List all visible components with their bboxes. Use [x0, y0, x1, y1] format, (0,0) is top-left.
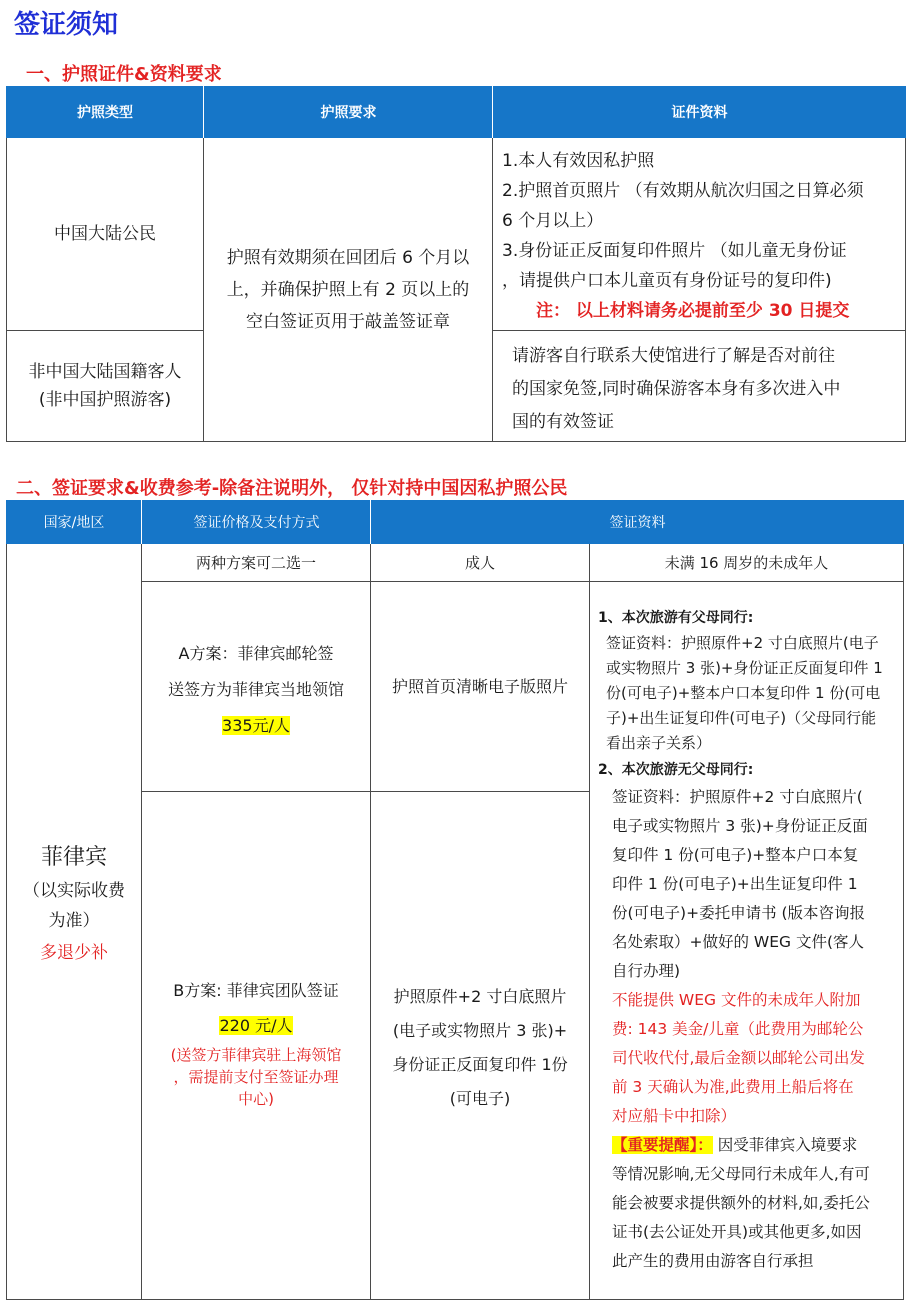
- header-divider: [492, 86, 493, 138]
- header-divider: [141, 500, 142, 544]
- header-divider: [370, 500, 371, 544]
- table-border: [492, 138, 493, 442]
- header-passport-req: 护照要求: [204, 86, 493, 138]
- subheader-adult: 成人: [464, 553, 495, 572]
- minor-heading-without-parents: 2、本次旅游无父母同行:: [598, 762, 754, 778]
- page-title: 签证须知: [14, 10, 119, 40]
- important-reminder: 【重要提醒】：: [612, 1136, 713, 1154]
- visa-table: [6, 500, 904, 1300]
- header-passport-type: 护照类型: [6, 86, 204, 138]
- section1-title: 一、护照证件&资料要求: [26, 64, 222, 85]
- plan-b-price: 220 元/人: [219, 1016, 293, 1035]
- country-cell: 菲律宾 （以实际收费 为准） 多退少补: [6, 840, 142, 970]
- document-list: 1.本人有效因私护照 2.护照首页照片 （有效期从航次归国之日算必须 6 个月以上） 3.身份证正反面复印件照片 （如儿童无身份证 ，请提供户口本儿童页有身份证号的复印件) 注： 以上材料请务必提前至少 30 日提交: [502, 146, 906, 326]
- foreign-documents: 请游客自行联系大使馆进行了解是否对前往 的国家免签,同时确保游客本身有多次进入中 国的有效签证: [512, 346, 841, 432]
- header-divider: [203, 86, 204, 138]
- subheader-minor: 未满 16 周岁的未成年人: [664, 553, 829, 572]
- weg-fee-note: 不能提供 WEG 文件的未成年人附加 费: 143 美金/儿童（此费用为邮轮公 司代收代付,最后金额以邮轮公司出发 前 3 天确认为准,此费用上船后将在 对应船卡中扣除）: [612, 991, 865, 1125]
- plan-b-adult-docs: 护照原件+2 寸白底照片 (电子或实物照片 3 张)+ 身份证正反面复印件 1份 (可电子): [392, 987, 568, 1108]
- passport-table: [6, 86, 906, 442]
- plan-a-adult-docs: 护照首页清晰电子版照片: [391, 676, 568, 696]
- header-country: 国家/地区: [6, 500, 142, 544]
- row-foreign-type: 非中国大陆国籍客人 (非中国护照游客): [28, 362, 182, 410]
- passport-requirement: 护照有效期须在回团后 6 个月以 上，并确保护照上有 2 页以上的 空白签证页用于敲盖签证章: [226, 247, 470, 332]
- table-border: [492, 330, 906, 331]
- table-border: [589, 544, 590, 1300]
- minor-docs: 1、本次旅游有父母同行: 签证资料：护照原件+2 寸白底照片(电子 或实物照片 3 张)+身份证正反面复印件 1 份(可电子)+整本户口本复印件 1 份(可电 子)+出生证复印件(可电子)（父母同行能 看出亲子关系） 2、本次旅游无父母同行: 签证资料：护照原件+2 寸白底照片( 电子或实物照片 3 张)+身份证正反面 复印件 1 份(可电子)+整本户口本复 印件 1 份(可电子)+出生证复印件 1 份(可电子)+委托申请书 (版本咨询报 名处索取）+做好的 WEG 文件(客人 自行办理) 不能提供 WEG 文件的未成年人附加 费: 143 美金/儿童（此费用为邮轮公 司代收代付,最后金额以邮轮公司出发 前 3 天确认为准,此费用上船后将在 对应船卡中扣除） 【重要提醒】： 因受菲律宾入境要求 等情况影响,无父母同行未成年人,有可 能会被要求提供额外的材料,如,委托公 证书(去公证处开具)或其他更多,如因 此产生的费用由游客自行承担: [598, 606, 903, 1276]
- table-border: [141, 791, 590, 792]
- table-border: [903, 544, 904, 1300]
- row-mainland-type: 中国大陆公民: [54, 224, 156, 244]
- table-border: [6, 441, 906, 442]
- section2-title: 二、签证要求&收费参考-除备注说明外， 仅针对持中国因私护照公民: [16, 478, 568, 499]
- plan-b: B方案: 菲律宾团队签证 220 元/人 (送签方菲律宾驻上海领馆 ，需提前支付至签证办理 中心): [170, 981, 342, 1108]
- header-documents: 证件资料: [493, 86, 906, 138]
- refund-note: 多退少补: [40, 943, 108, 963]
- plan-a-price: 335元/人: [222, 716, 290, 735]
- minor-heading-with-parents: 1、本次旅游有父母同行:: [598, 610, 754, 626]
- country-name: 菲律宾: [40, 845, 107, 870]
- header-visa-docs: 签证资料: [371, 500, 904, 544]
- plan-a: A方案：菲律宾邮轮签 送签方为菲律宾当地领馆 335元/人: [167, 644, 344, 735]
- subheader-plans: 两种方案可二选一: [195, 553, 316, 572]
- table-border: [6, 1299, 904, 1300]
- header-price: 签证价格及支付方式: [142, 500, 371, 544]
- document-note: 注： 以上材料请务必提前至少 30 日提交: [536, 301, 850, 321]
